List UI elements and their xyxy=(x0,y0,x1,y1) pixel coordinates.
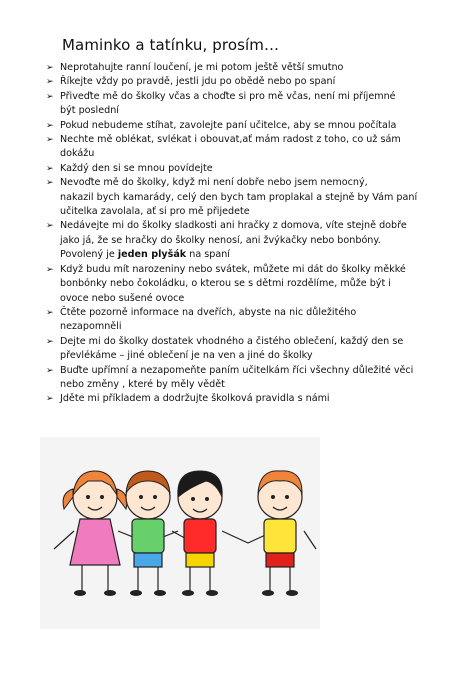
arrow-bullet-icon: ➢ xyxy=(46,120,54,131)
girl-figure xyxy=(63,471,127,596)
rule-item xyxy=(44,364,414,393)
rule-text-line: dokážu xyxy=(60,148,95,160)
rule-text-line: jako já, že se hračky do školky nenosí, ani žvýkačky nebo bonbóny. xyxy=(60,234,381,246)
rule-item xyxy=(44,263,414,306)
children-illustration xyxy=(40,437,320,629)
rule-item xyxy=(44,219,414,262)
rule-text-line: ovoce nebo sušené ovoce xyxy=(60,292,185,304)
rule-text-line: Nechte mě oblékat, svlékat i obouvat,ať mám radost z toho, co už sám xyxy=(60,134,401,146)
arrow-bullet-icon: ➢ xyxy=(46,394,54,405)
rule-text-line: Přiveďte mě do školky včas a choďte si pro mě včas, není mi příjemné xyxy=(60,90,396,102)
rule-text-line: Buďte upřímní a nezapomeňte paním učitelkám říci všechny důležité věci xyxy=(60,364,414,376)
rules-list xyxy=(44,61,418,407)
rule-item xyxy=(44,392,414,406)
arrow-bullet-icon: ➢ xyxy=(46,163,54,174)
rule-text-line: být poslední xyxy=(60,105,119,117)
rule-text-line: Dejte mi do školky dostatek vhodného a čistého oblečení, každý den se xyxy=(60,335,404,347)
kid-red-figure xyxy=(178,471,222,596)
rule-text-line: Nedávejte mi do školky sladkosti ani hračky z domova, víte stejně dobře xyxy=(60,220,407,232)
rule-text-line: učitelka zavolala, ať si pro mě přijedete xyxy=(60,206,250,218)
rule-item xyxy=(44,176,418,219)
rule-item xyxy=(44,119,414,133)
rule-item xyxy=(44,61,414,75)
boy-green-figure xyxy=(126,471,170,596)
arrow-bullet-icon: ➢ xyxy=(46,365,54,376)
rule-text-line: Říkejte vždy po pravdě, jestli jdu po obědě nebo po spaní xyxy=(60,76,336,88)
boy-yellow-figure xyxy=(258,471,302,596)
arrow-bullet-icon: ➢ xyxy=(46,221,54,232)
rule-text-line: nebo změny , které by měly vědět xyxy=(60,378,225,390)
rule-text-line: nakazil bych kamarády, celý den bych tam proplakal a stejně by Vám paní xyxy=(60,191,418,203)
rule-item xyxy=(44,306,414,335)
rule-text-line: Pokud nebudeme stíhat, zavolejte paní učitelce, aby se mnou počítala xyxy=(60,119,397,131)
rule-item xyxy=(44,75,414,89)
children-holding-hands-image xyxy=(40,437,320,629)
arrow-bullet-icon: ➢ xyxy=(46,135,54,146)
rule-text-line: Nevoďte mě do školky, když mi není dobře nebo jsem nemocný, xyxy=(60,177,368,189)
rule-emphasis-text: jeden plyšák xyxy=(117,249,187,261)
rule-text-segment: Povolený je xyxy=(60,249,118,261)
arrow-bullet-icon: ➢ xyxy=(46,307,54,318)
arrow-bullet-icon: ➢ xyxy=(46,264,54,275)
rule-item xyxy=(44,90,414,119)
arrow-bullet-icon: ➢ xyxy=(46,77,54,88)
rule-text-line: Každý den si se mnou povídejte xyxy=(60,162,213,174)
rule-text-line: Když budu mít narozeniny nebo svátek, můžete mi dát do školky měkké xyxy=(60,263,406,275)
rule-text-line xyxy=(60,248,414,262)
rule-item xyxy=(44,133,414,162)
rule-text-line: nezapomněli xyxy=(60,321,122,333)
rule-text-line: převlékáme – jiné oblečení je na ven a jiné do školky xyxy=(60,350,313,362)
rule-text-line: bonbónky nebo čokoládku, o kterou se s dětmi rozdělíme, může být i xyxy=(60,278,391,290)
rule-text-line: Neprotahujte ranní loučení, je mi potom ještě větší smutno xyxy=(60,62,344,73)
rule-text-segment: na spaní xyxy=(186,249,230,261)
rule-item xyxy=(44,335,414,364)
rule-text-line: Jděte mi příkladem a dodržujte školková pravidla s námi xyxy=(60,393,330,405)
rule-item xyxy=(44,162,414,176)
page-title: Maminko a tatínku, prosím… xyxy=(62,36,280,54)
arrow-bullet-icon: ➢ xyxy=(46,178,54,189)
arrow-bullet-icon: ➢ xyxy=(46,63,54,73)
arrow-bullet-icon: ➢ xyxy=(46,336,54,347)
arrow-bullet-icon: ➢ xyxy=(46,91,54,102)
rule-text-line: Čtěte pozorně informace na dveřích, abyste na nic důležitého xyxy=(60,306,357,318)
